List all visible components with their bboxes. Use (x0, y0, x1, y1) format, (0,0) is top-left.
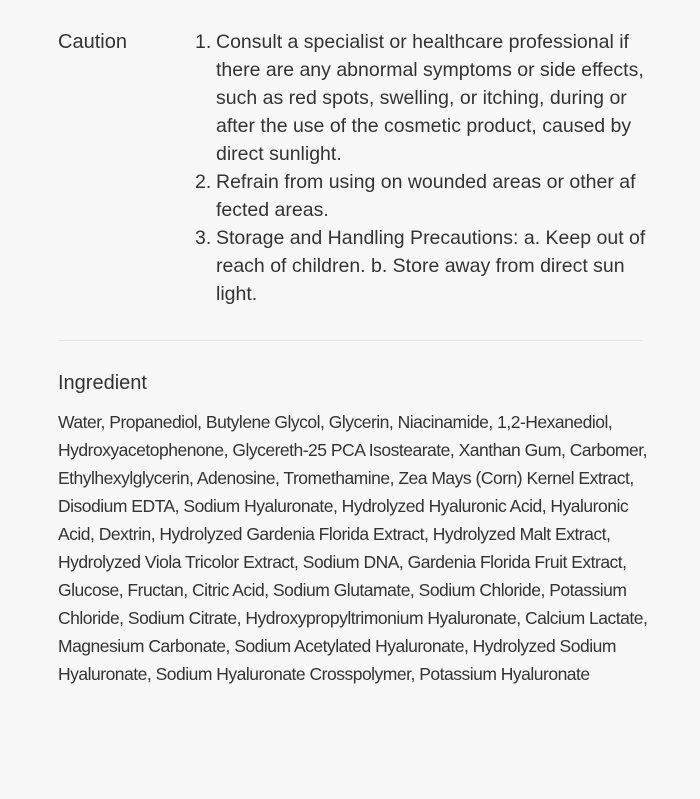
caution-item (195, 224, 665, 308)
caution-list (195, 28, 665, 308)
caution-item (195, 168, 665, 224)
caution-item-text: Refrain from using on wounded areas or other af fected areas. (216, 171, 636, 221)
caution-item (195, 28, 665, 168)
caution-item-text: Consult a specialist or healthcare professional if there are any abnormal symptoms or side effects, such as red spots, swelling, or itching, during or after the use of the cosmetic product, caused by direct sunlight. (216, 31, 644, 165)
ingredient-heading: Ingredient (58, 372, 147, 394)
caution-item-number: 1. (195, 31, 212, 53)
ingredient-list-text: Water, Propanediol, Butylene Glycol, Glycerin, Niacinamide, 1,2-Hexanediol, Hydroxyacetophenone, Glycereth-25 PCA Isostearate, Xanthan Gum, Carbomer, Ethylhexylglycerin, Adenosine, Tromethamine, Zea Mays (Corn) Kernel Extract, Disodium EDTA, Sodium Hyaluronate, Hydrolyzed Hyaluronic Acid, Hyaluronic Acid, Dextrin, Hydrolyzed Gardenia Florida Extract, Hydrolyzed Malt Extract, Hydrolyzed Viola Tricolor Extract, Sodium DNA, Gardenia Florida Fruit Extract, Glucose, Fructan, Citric Acid, Sodium Glutamate, Sodium Chloride, Potassium Chloride, Sodium Citrate, Hydroxypropyltrimonium Hyaluronate, Calcium Lactate, Magnesium Carbonate, Sodium Acetylated Hyaluronate, Hydrolyzed Sodium Hyaluronate, Sodium Hyaluronate Crosspolymer, Potassium Hyaluronate (58, 412, 648, 684)
caution-item-text: Storage and Handling Precautions: a. Keep out of reach of children. b. Store away from direct sun light. (216, 227, 646, 305)
caution-heading: Caution (58, 31, 127, 53)
caution-item-number: 2. (195, 171, 212, 193)
section-divider (58, 340, 642, 341)
caution-item-number: 3. (195, 227, 212, 249)
